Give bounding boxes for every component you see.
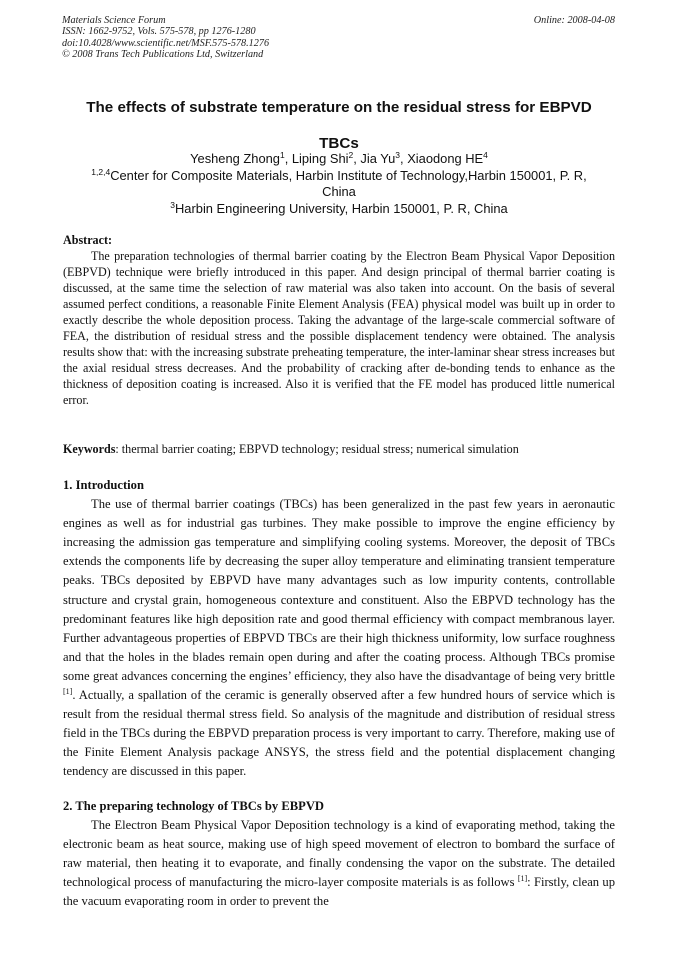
authors-block (62, 151, 616, 217)
journal-header (62, 15, 269, 60)
author-1: Yesheng Zhong (190, 151, 280, 166)
copyright-line: © 2008 Trans Tech Publications Ltd, Switzerland (62, 48, 264, 60)
keywords-section (63, 441, 615, 457)
author-4: Xiaodong HE (407, 151, 484, 166)
section-2-heading: 2. The preparing technology of TBCs by EBPVD (63, 799, 325, 813)
affiliation-1 (62, 168, 616, 185)
abstract-text: The preparation technologies of thermal barrier coating by the Electron Beam Physical Vapor Deposition (EBPVD) technique were briefly introduced in this paper. And design principal of thermal barrier coating is discussed, at the same time the selection of raw material was also taken into account. On the basis of several assumed perfect conditions, a reasonable Finite Element Analysis (FEA) physical model was built up in order to exactly describe the whole deposition process. Taking the advantage of the large-scale commercial software of FEA, the distribution of residual stress and the possible displacement tendency were obtained. The analysis results show that: with the increasing substrate preheating temperature, the inter-laminar shear stress increases but the axial residual stress decreases. And the probability of cracking after de-bonding tends to enhance as the thickness of deposition coating is increased. Also it is verified that the FE model has produced little numerical error. (63, 248, 615, 407)
author-2: Liping Shi (291, 151, 349, 166)
introduction-paragraph (63, 495, 615, 781)
online-date: Online: 2008-04-08 (533, 15, 615, 26)
affiliation-1-country: China (322, 184, 356, 199)
affiliation-2-text: Harbin Engineering University, Harbin 150001, P. R, China (175, 200, 508, 216)
section-2-paragraph (63, 816, 615, 911)
keywords-text: : thermal barrier coating; EBPVD technology; residual stress; numerical simulation (115, 442, 519, 456)
author-list: Yesheng Zhong$^1$, Liping Shi$^2$, Jia Yu$^3$, Xiaodong $HE^4$ (190, 150, 488, 166)
affiliation-1-text: Center for Composite Materials, Harbin Institute of Technology,Harbin 150001, P. R, (110, 167, 587, 183)
citation-2: [1] (517, 874, 528, 884)
author-1-affiliation-mark: 1 (279, 150, 285, 160)
citation-1: [1] (63, 687, 73, 697)
author-4-affiliation-mark: 4 (483, 150, 488, 160)
title-line-1: The effects of substrate temperature on the residual stress for EBPVD (86, 99, 592, 116)
affiliation-2 (62, 201, 616, 218)
section-2-text-part-1: The Electron Beam Physical Vapor Deposition technology is a kind of evaporating method, taking the electronic beam as heat source, making use of high speed movement of electron to bombard the surface of raw material, then heating it to evaporate, and finally condensing the vapor on the substrate. The detailed technological process of manufacturing the micro-layer composite materials is as follows (63, 818, 615, 890)
issn-line: ISSN: 1662-9752, Vols. 575-578, pp 1276-1280 (62, 26, 256, 38)
section-2-text-part-2: : Firstly, clean up the vacuum evaporating room in order to prevent the (63, 875, 615, 909)
title-line-2: TBCs (319, 135, 359, 152)
author-3: Jia Yu (360, 151, 396, 166)
abstract-section (63, 233, 615, 408)
author-2-affiliation-mark: 2 (348, 150, 354, 160)
preparing-technology-section (63, 797, 615, 912)
keywords-label: Keywords (63, 442, 116, 456)
introduction-text-part-2: . Actually, a spallation of the ceramic is generally observed after a few hundred hours of service which is result from the residual thermal stress field. So analysis of the magnitude and distribution of residual stress field in the TBCs during the EBPVD preparation process is very important to carry. Therefore, making use of the Finite Element Analysis package ANSYS, the stress field and the potential displacement changing tendency are discussed in this paper. (63, 688, 615, 779)
author-3-affiliation-mark: 3 (395, 150, 401, 160)
journal-name: Materials Science Forum (62, 15, 166, 26)
introduction-section (63, 476, 615, 782)
doi-line: doi:10.4028/www.scientific.net/MSF.575-578.1276 (62, 37, 270, 49)
affiliation-1-mark: 1,2,4 (91, 166, 111, 177)
abstract-heading: Abstract: (63, 233, 113, 247)
section-1-heading: 1. Introduction (63, 478, 144, 492)
introduction-text-part-1: The use of thermal barrier coatings (TBCs) has been generalized in the past few years in aeronautic engines as well as for industrial gas turbines. They make possible to improve the engine efficiency by increasing the admission gas temperature and simplifying cooling systems. Moreover, the deposit of TBCs extends the components life by decreasing the super alloy temperature and eliminating transient temperature peaks. TBCs deposited by EBPVD have many advantages such as low impurity contents, controllable structure and crystal grain, homogeneous contexture and constituent. Also the EBPVD technology has the predominant features like high deposition rate and good thermal efficiency with compact membranous layer. Further advantageous properties of EBPVD TBCs are their high thickness uniformity, low surface roughness and that the holes in the blades remain open during and after the coating process. Although TBCs promise some great advances concerning the engines’ efficiency, they also have the disadvantage of being very brittle (63, 497, 615, 683)
affiliation-2-mark: 3 (170, 199, 175, 210)
